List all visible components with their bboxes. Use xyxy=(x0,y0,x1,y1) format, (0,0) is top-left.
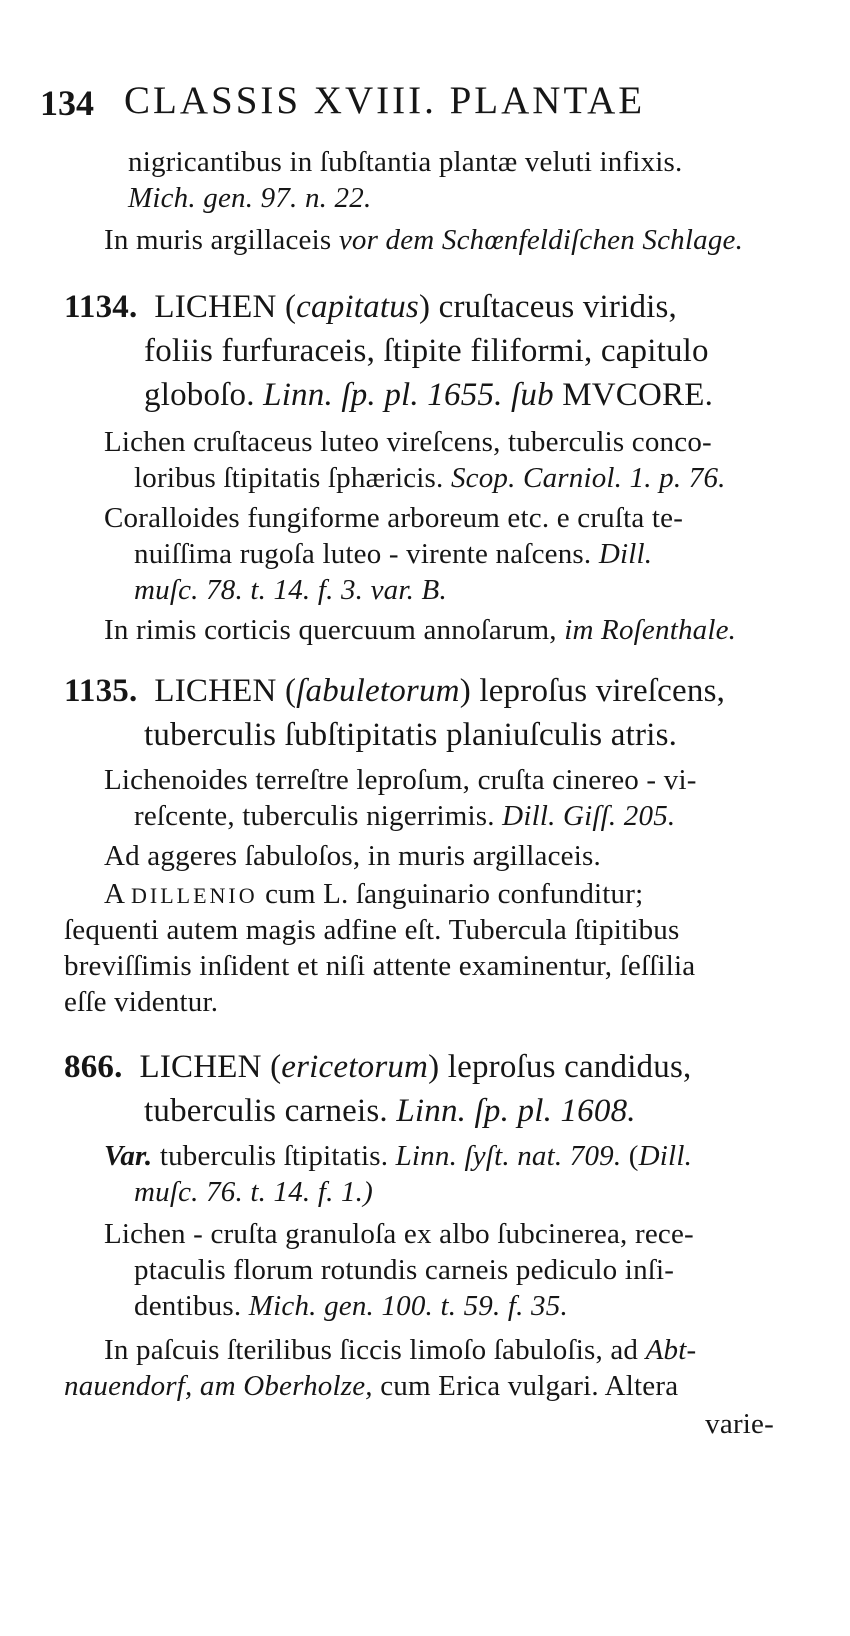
locality: Abt- xyxy=(645,1334,697,1366)
habitat-line xyxy=(104,222,743,258)
entry-1134-heading xyxy=(64,286,677,328)
synonym-line: ptaculis florum rotundis carneis pediculo inſi- xyxy=(134,1254,675,1286)
text-run: tuberculis carneis. xyxy=(144,1093,397,1129)
entry-number: 1135. xyxy=(64,673,138,709)
note-line: eſſe videntur. xyxy=(64,986,219,1018)
text-run: LICHEN ( xyxy=(154,289,297,325)
note-line: breviſſimis inſident et niſi attente examinentur, ſeſſilia xyxy=(64,950,696,982)
catchword: varie- xyxy=(705,1408,774,1440)
citation: Dill. xyxy=(598,538,653,570)
text-run: LICHEN ( xyxy=(154,673,297,709)
text-run: ) leproſus vireſcens, xyxy=(459,673,726,709)
text-line xyxy=(144,374,713,416)
synonym-line xyxy=(134,536,652,572)
locality: im Roſenthale. xyxy=(564,614,737,646)
citation: Linn. ſp. pl. 1655. ſub xyxy=(263,377,554,413)
species-epithet: ericetorum xyxy=(281,1049,429,1085)
text-run: cum L. ſanguinario confunditur; xyxy=(257,878,644,910)
running-title: CLASSIS XVIII. PLANTAE xyxy=(124,79,646,122)
entry-1135-heading xyxy=(64,670,725,712)
species-epithet: capitatus xyxy=(296,289,419,325)
text-run: tuberculis ſtipitatis. xyxy=(152,1140,396,1172)
text-line: tuberculis ſubſtipitatis planiuſculis atris. xyxy=(144,717,678,753)
author-name: DILLENIO xyxy=(131,883,258,908)
text-run: globoſo. xyxy=(144,377,264,413)
text-run: In paſcuis ſterilibus ſiccis limoſo ſabuloſis, ad xyxy=(104,1334,646,1366)
synonym-line: Lichen cruſtaceus luteo vireſcens, tuberculis conco- xyxy=(104,426,712,458)
entry-number: 866. xyxy=(64,1049,123,1085)
text-run: reſcente, tuberculis nigerrimis. xyxy=(134,800,503,832)
synonym-line xyxy=(134,798,675,834)
note-line: ſequenti autem magis adfine eſt. Tubercula ſtipitibus xyxy=(64,914,680,946)
text-run: cum Erica vulgari. Altera xyxy=(372,1370,679,1402)
synonym-line: Coralloides fungiforme arboreum etc. e cruſta te- xyxy=(104,502,684,534)
page-number: 134 xyxy=(40,83,94,123)
species-epithet: ſabuletorum xyxy=(296,673,460,709)
text-run: loribus ſtipitatis ſphæricis. xyxy=(134,462,451,494)
habitat-line: Ad aggeres ſabuloſos, in muris argillaceis. xyxy=(104,840,601,872)
text-run: In muris argillaceis xyxy=(104,224,339,256)
text-run: nuiſſima rugoſa luteo - virente naſcens. xyxy=(134,538,599,570)
text-run: ) cruſtaceus viridis, xyxy=(418,289,678,325)
text-line xyxy=(144,1090,636,1132)
locality: nauendorf, am Oberholze, xyxy=(64,1370,373,1402)
habitat-line xyxy=(104,1332,696,1368)
citation: Dill. Giſſ. 205. xyxy=(502,800,676,832)
text-run: MVCORE. xyxy=(553,377,714,413)
text-run: ) leproſus candidus, xyxy=(428,1049,692,1085)
text-run: A xyxy=(104,878,131,910)
text-run: LICHEN ( xyxy=(139,1049,282,1085)
text-line: nigricantibus in ſubſtantia plantæ veluti infixis. xyxy=(128,146,683,178)
variety-line xyxy=(134,1174,373,1210)
synonym-line xyxy=(134,572,447,608)
note-line xyxy=(104,876,643,914)
entry-866-heading xyxy=(64,1046,691,1088)
citation: Linn. ſp. pl. 1608. xyxy=(396,1093,636,1129)
citation: muſc. 76. t. 14. f. 1.) xyxy=(134,1176,373,1208)
synonym-line: Lichenoides terreſtre leproſum, cruſta cinereo - vi- xyxy=(104,764,697,796)
citation: Linn. ſyſt. nat. 709. xyxy=(395,1140,622,1172)
citation: muſc. 78. t. 14. f. 3. var. B. xyxy=(134,574,447,606)
text-line: foliis furfuraceis, ſtipite filiformi, capitulo xyxy=(144,333,709,369)
habitat-line xyxy=(104,612,736,648)
entry-number: 1134. xyxy=(64,289,138,325)
synonym-line xyxy=(134,1288,568,1324)
text-run: In rimis corticis quercuum annoſarum, xyxy=(104,614,565,646)
text-run: ( xyxy=(621,1140,639,1172)
variety-label: Var. xyxy=(104,1140,153,1172)
text-run: dentibus. xyxy=(134,1290,249,1322)
variety-line xyxy=(104,1138,692,1174)
habitat-line xyxy=(64,1368,678,1404)
text-line xyxy=(128,180,371,216)
synonym-line xyxy=(134,460,726,496)
citation: Scop. Carniol. 1. p. 76. xyxy=(450,462,726,494)
citation: Mich. gen. 97. n. 22. xyxy=(128,182,372,214)
citation: Mich. gen. 100. t. 59. f. 35. xyxy=(248,1290,568,1322)
synonym-line: Lichen - cruſta granuloſa ex albo ſubcinerea, rece- xyxy=(104,1218,694,1250)
citation: Dill. xyxy=(638,1140,693,1172)
locality: vor dem Schœnfeldiſchen Schlage. xyxy=(338,224,744,256)
